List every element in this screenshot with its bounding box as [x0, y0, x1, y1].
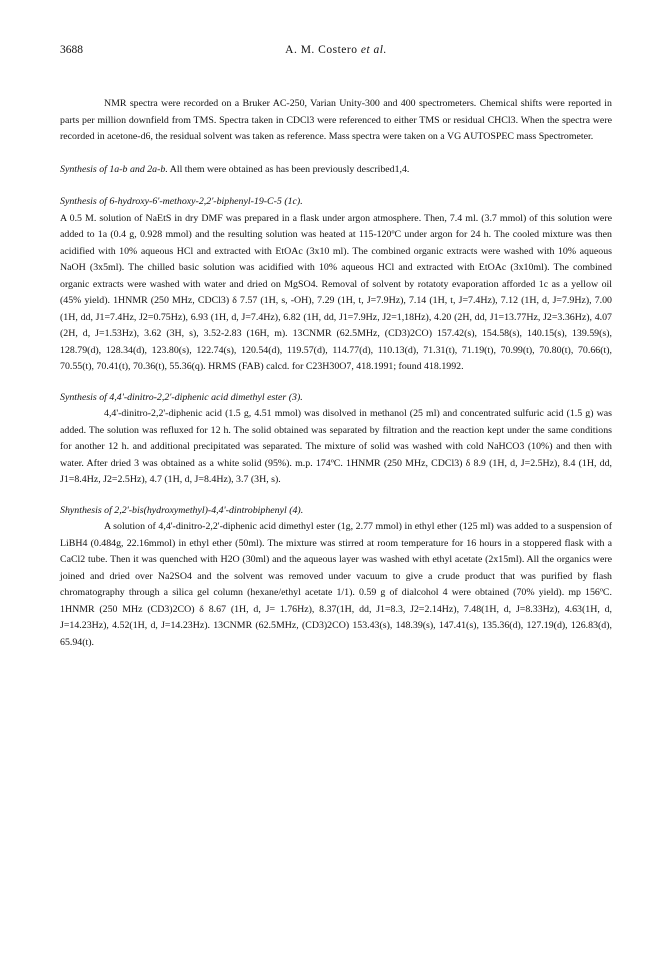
running-head-authors: A. M. Costero [285, 44, 358, 56]
paragraph-nmr: NMR spectra were recorded on a Bruker AC-250, Varian Unity-300 and 400 spectrometers. Chemical shifts were reported in parts per million downfield from TMS. Spectra taken in CDCl3 were referenced to either TMS or residual CHCl3. When the spectra were recorded in acetone-d6, the residual solvent was taken as reference. Mass spectra were taken on a VG AUTOSPEC mass Spectrometer. [60, 98, 612, 142]
heading-synthesis-1c: Synthesis of 6-hydroxy-6'-methoxy-2,2'-biphenyl-19-C-5 (1c). [60, 196, 303, 207]
page-header [60, 44, 612, 60]
heading-synthesis-1a: Synthesis of 1a-b and 2a-b. [60, 163, 168, 175]
paragraph-synthesis-3: 4,4'-dinitro-2,2'-diphenic acid (1.5 g, 4.51 mmol) was disolved in methanol (25 ml) and concentrated sulfuric acid (1.5 g) was added. The solution was refluxed for 12 h. The solid obtained was separated by filtration and the reaction kept under the same conditions for another 12 h. and additional precipitated was separated. The mixture of solid was washed with cold NaHCO3 (10%) and then with water. After dried 3 was obtained as a white solid (95%). m.p. 174ºC. 1HNMR (250 MHz, CDCl3) δ 8.9 (1H, d, J=2.5Hz), 8.4 (1H, dd, J1=8.4Hz, J2=2.5Hz), 4.7 (1H, d, J=8.4Hz), 3.7 (3H, s). [60, 408, 612, 485]
paragraph-synthesis-1c: A 0.5 M. solution of NaEtS in dry DMF was prepared in a flask under argon atmosphere. Then, 7.4 ml. (3.7 mmol) of this solution were added to 1a (0.4 g, 0.928 mmol) and the resulting solution was heated at 115-120ºC under argon for 24 h. The cooled mixture was then acidified with 10% aqueous HCl and extracted with EtOAc (3x10 ml). The combined organic extracts were washed with 10% aqueous NaOH (3x5ml). The chilled basic solution was acidified with 10% aqueous HCl and extracted with EtOAc (3x10ml). The combined organic extracts were washed with water and dried on MgSO4. Removal of solvent by rotatoty evaporation afforded 1c as a yellow oil (45% yield). 1HNMR (250 MHz, CDCl3) δ 7.57 (1H, s, -OH), 7.29 (1H, t, J=7.9Hz), 7.14 (1H, t, J=7.4Hz), 7.12 (1H, d, J=7.9Hz), 7.00 (1H, dd, J1=7.4Hz, J2=0.75Hz), 6.93 (1H, d, J=7.4Hz), 6.82 (1H, dd, J1=7.9Hz, J2=1,18Hz), 4.20 (2H, dd, J1=13.77Hz, J2=3.36Hz), 4.07 (2H, d, J=1.53Hz), 3.62 (3H, s), 3.52-2.83 (16H, m). 13CNMR (62.5MHz, (CD3)2CO) 157.42(s), 154.58(s), 140.15(s), 139.59(s), 128.79(d), 128.34(d), 123.80(s), 122.74(s), 120.54(d), 119.57(d), 114.77(d), 110.13(d), 71.31(t), 71.19(t), 70.99(t), 70.80(t), 70.66(t), 70.55(t), 70.41(t), 70.36(t), 55.36(q). HRMS (FAB) calcd. for C23H30O7, 418.1991; found 418.1992. [60, 212, 612, 372]
running-head-et-al: et al. [360, 44, 387, 56]
heading-synthesis-4: Shynthesis of 2,2'-bis(hydroxymethyl)-4,4'-dintrobiphenyl (4). [60, 504, 304, 516]
article-body [60, 96, 612, 651]
text-synthesis-1a: All them were obtained as has been previously described1,4. [167, 163, 410, 175]
paragraph-synthesis-1a [60, 162, 612, 179]
heading-synthesis-3: Synthesis of 4,4'-dinitro-2,2'-diphenic acid dimethyl ester (3). [60, 391, 303, 403]
paragraph-synthesis-4: A solution of 4,4'-dinitro-2,2'-diphenic acid dimethyl ester (1g, 2.77 mmol) in ethyl ether (125 ml) was added to a suspension of LiBH4 (0.484g, 22.16mmol) in ethyl ether (50ml). The mixture was stirred at room temperature for 16 hours in a stoppered flask with a CaCl2 tube. Then it was quenched with H2O (30ml) and the aqueous layer was washed with ethyl acetate (2x15ml). All the organics were joined and dried over Na2SO4 and the solvent was removed under vacuum to give a crude product that was purified by flash chromatography through a silica gel column (hexane/ethyl acetate 1/1). 0.59 g of dialcohol 4 were obtained (70% yield). mp 156ºC. 1HNMR (250 MHz (CD3)2CO) δ 8.67 (1H, d, J= 1.76Hz), 8.37(1H, dd, J1=8.3, J2=2.14Hz), 7.48(1H, d, J=8.33Hz), 4.63(1H, d, J=14.23Hz), 4.52(1H, d, J=14.23Hz). 13CNMR (62.5MHz, (CD3)2CO) 153.43(s), 148.39(s), 147.41(s), 135.36(d), 127.19(d), 126.83(d), 65.94(t). [60, 521, 612, 648]
page-number: 3688 [60, 44, 83, 56]
running-head [60, 44, 612, 56]
